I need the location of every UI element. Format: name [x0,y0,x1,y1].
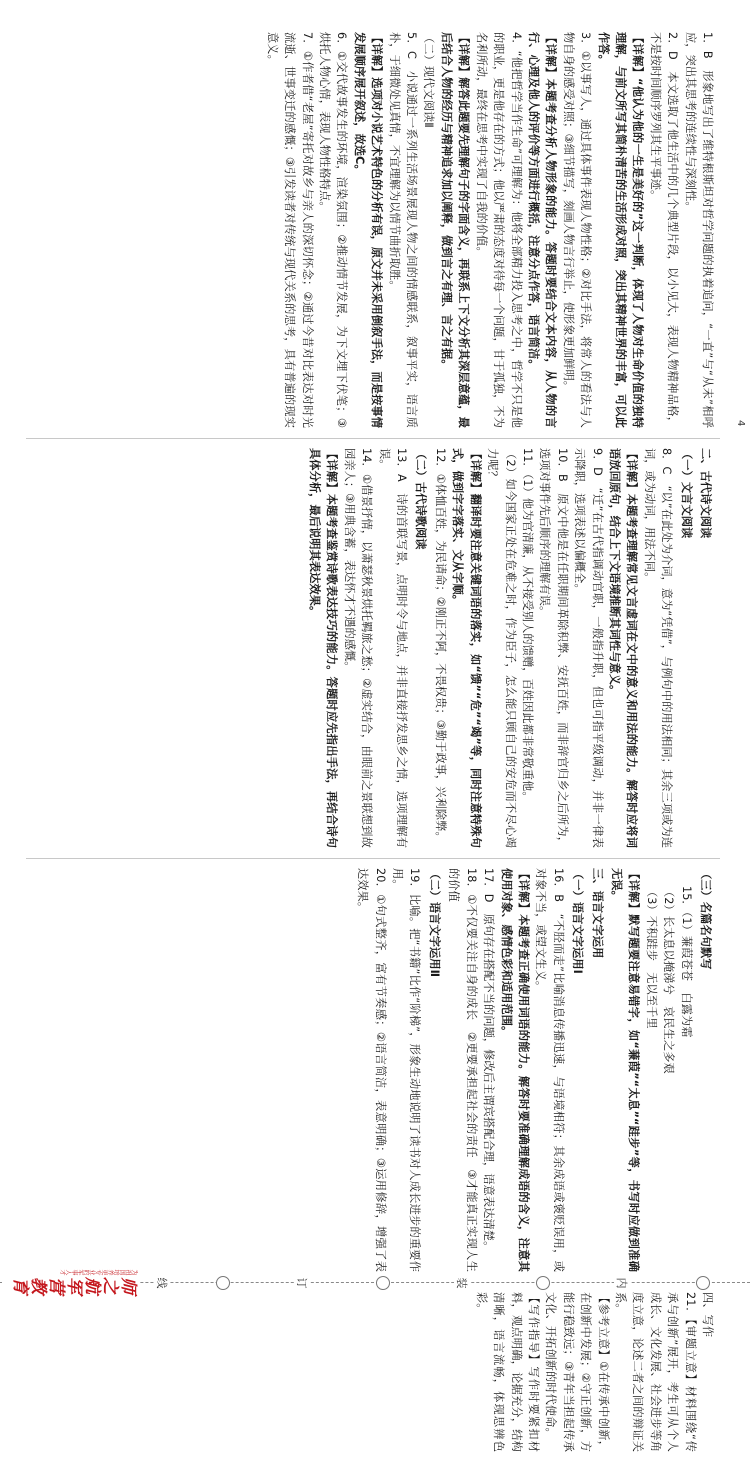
binding-label: 内 [614,1275,630,1291]
answer-paragraph: 【写作指导】写作时要紧扣材料，观点明确，论据充分，结构清晰，语言流畅，体现思辨色彩。 [474,1292,540,1452]
answer-paragraph: （2）长太息以掩涕兮 哀民生之多艰 [662,886,676,1074]
answer-explanation: 【详解】本题考查鉴赏诗歌表达技巧的能力。答题时应先指出手法，再结合诗句具体分析，最后说明其表达效果。 [308,448,339,848]
answer-explanation: 【详解】默写题要注意易错字，如“蒹葭”“太息”“跬步”等，书写时应做到准确无误。 [609,868,641,1272]
answer-paragraph: 2．D 本文选取了他生活中的几个典型片段，以小见大，表现人物精神品格，不是按时间顺序罗列其生平事迹。 [648,32,680,428]
text-column-2 [26,448,716,848]
section-heading: （二）古代诗歌阅读 [414,448,428,550]
answer-paragraph: （3）不积跬步 无以至千里 [644,886,658,1029]
section-heading: （一）文言文阅读 [679,448,693,539]
answer-paragraph: 6．①交代故事发生的环境，渲染氛围；②推动情节发展，为下文埋下伏笔；③烘托人物心情，表现人物性格特点。 [318,32,349,428]
page-number: 4 [735,420,746,427]
answer-paragraph: （二）现代文阅读Ⅱ [422,32,436,128]
answer-paragraph: 13．A 诗的首联写景，点明时令与地点，并非直接抒发思乡之情，选项理解有误。 [377,448,409,848]
answer-explanation: 【详解】本题考查正确使用词语的能力。解答时要准确理解成语的含义，注意其使用对象、感情色彩和适用范围。 [499,868,530,1272]
text-column-3 [26,868,716,1272]
answer-explanation: 【详解】翻译时要注意关键词语的落实，如“馈”“危”“竭”等，同时注意特殊句式，做到字字落实、文从字顺。 [451,448,482,848]
answer-paragraph: 10．B 原文中他是在任职期间革除积弊、安抚百姓，而非辞官归乡之后所为，选项对事件先后顺序的理解有误。 [538,448,569,848]
answer-paragraph: 3．①以事写人，通过具体事件表现人物性格；②对比手法，将常人的看法与人物自身的感受对照；③细节描写，刻画人物言行举止，使形象更加鲜明。 [561,32,593,428]
section-heading: （二）语言文字运用Ⅱ [427,868,441,978]
binding-hole-icon [536,1276,550,1290]
section-heading: （一）语言文字运用Ⅰ [571,868,585,974]
binding-hole-icon [376,1276,390,1290]
column-divider [26,858,720,859]
text-column-1 [26,32,716,428]
answer-paragraph: 【参考立意】①在传承中创新，在创新中发展；②守正创新，方能行稳致远；③青年当担起传承文化、开拓创新的时代使命。 [544,1292,610,1452]
answer-explanation: 【详解】解答此题要先理解句子的字面含义，再联系上下文分析其深层意蕴，最后结合人物的经历与精神追求加以阐释，做到言之有理、言之有据。 [439,32,471,428]
binding-hole-icon [216,1276,230,1290]
brand-title: 师之航军营教育 [12,1273,138,1293]
answer-paragraph: 1．B 形象地写出了维特根斯坦对哲学问题的执着追问，“一直”与“从未”相呼应，突出其思考的连续性与深刻性。 [683,32,714,428]
answer-paragraph: 8．C “以”在此处为介词，意为“凭借”，与例句中的用法相同；其余三项或为连词，或为动词，用法不同。 [642,448,674,848]
answer-paragraph: 20．①句式整齐，富有节奏感；②语言简洁，表意明确；③运用修辞，增强了表达效果。 [356,868,387,1272]
answer-paragraph: 16．B “不胫而走”比喻消息传播迅速，与语境相符；其余成语或褒贬误用，或对象不当，或望文生义。 [534,868,565,1272]
answer-paragraph: 11．（1）他为官清廉，从不接受别人的馈赠，百姓因此都非常敬重他。 [520,448,534,803]
answer-paragraph: 4．“他把哲学当作生命”可理解为：他将全部精力投入思考之中，哲学不只是他的职业，更是他存在的方式；他以严肃的态度对待每一个问题，甘于孤独，不为名利所动，最终在思考中实现了自我的价值。 [474,32,523,428]
answer-paragraph: 5．C 小说通过一系列生活场景展现人物之间的情感联系，叙事平实，语言质朴，于细微处见真情，不宜理解为以情节曲折取胜。 [387,32,419,428]
answer-explanation: 【详解】本题考查理解常见文言虚词在文中的意义和用法的能力。解答时应将词语放回原句，结合上下文语境推断其词性与意义。 [607,448,639,848]
answer-paragraph: 15．（1）蒹葭苍苍 白露为霜 [679,886,693,1038]
binding-hole-icon [696,1276,710,1290]
answer-paragraph: 7．①作者借“老屋”寄托对故乡与亲人的深切怀念；②通过今昔对比表达对时光流逝、世事变迁的感慨；③引发读者对传统与现代关系的思考，具有普遍的现实意义。 [265,32,314,428]
binding-label: 订 [294,1275,310,1291]
answer-paragraph: 18．①不仅要关注自身的成长 ②更要承担起社会的责任 ③才能真正实现人生的价值 [447,868,478,1272]
column-divider [26,438,720,439]
answer-explanation: 【详解】“他认为他的一生是美好的”这一判断，体现了人物对生命价值的独特理解，与前文所写其简朴清苦的生活形成对照，突出其精神世界的丰富，可以此作答。 [596,32,645,428]
answer-paragraph: 12．①体恤百姓，为民请命；②刚正不阿，不畏权贵；③勤于政事，兴利除弊。 [433,448,447,843]
answer-explanation: 【详解】选项对小说艺术特色的分析有误，原文并未采用倒叙手法，而是按事情发展顺序展开叙述，故选C。 [352,32,384,428]
answer-paragraph: 14．①借景抒情，以萧瑟秋景烘托羁旅之愁；②虚实结合，由眼前之景联想到故园亲人；③用典含蓄，表达怀才不遇的感慨。 [342,448,374,848]
answer-paragraph: 四、写作 [701,1292,714,1338]
answer-paragraph: 17．D 原句存在搭配不当的问题，修改后主谓宾搭配合理，语意表达清楚。 [482,868,496,1253]
section-heading: （三）名篇名句默写 [699,868,712,970]
answer-paragraph: 19．比喻。把“书籍”比作“阶梯”，形象生动地说明了读书对人成长进步的重要作用。 [391,868,422,1272]
binding-label: 线 [154,1275,170,1291]
section-heading: 三、语言文字运用 [590,868,604,959]
answer-explanation: 【详解】本题考查分析人物形象的能力。答题时要结合文本内容，从人物的言行、心理及他人的评价等方面进行概括，注意分点作答，语言简洁。 [526,32,558,428]
answer-paragraph: （2）如今国家正处在危难之时，作为臣子，怎么能只顾自己的安危而不尽心竭力呢？ [486,448,517,848]
text-column-4 [26,1292,716,1452]
answer-paragraph: 9．D “迁”在古代指调动官职，一般指升职，但也可指平级调动，并非一律表示降职，选项表述以偏概全。 [573,448,604,848]
brand-slogan: 为祖国培养更专业的军事人才 [60,1268,138,1275]
section-heading: 二、古代诗文阅读 [699,448,712,539]
binding-label: 装 [454,1275,470,1291]
answer-paragraph: 21．【审题立意】材料围绕“传承与创新”展开，考生可从个人成长、文化发展、社会进步等角度立意，论述二者之间的辩证关系。 [613,1292,697,1452]
